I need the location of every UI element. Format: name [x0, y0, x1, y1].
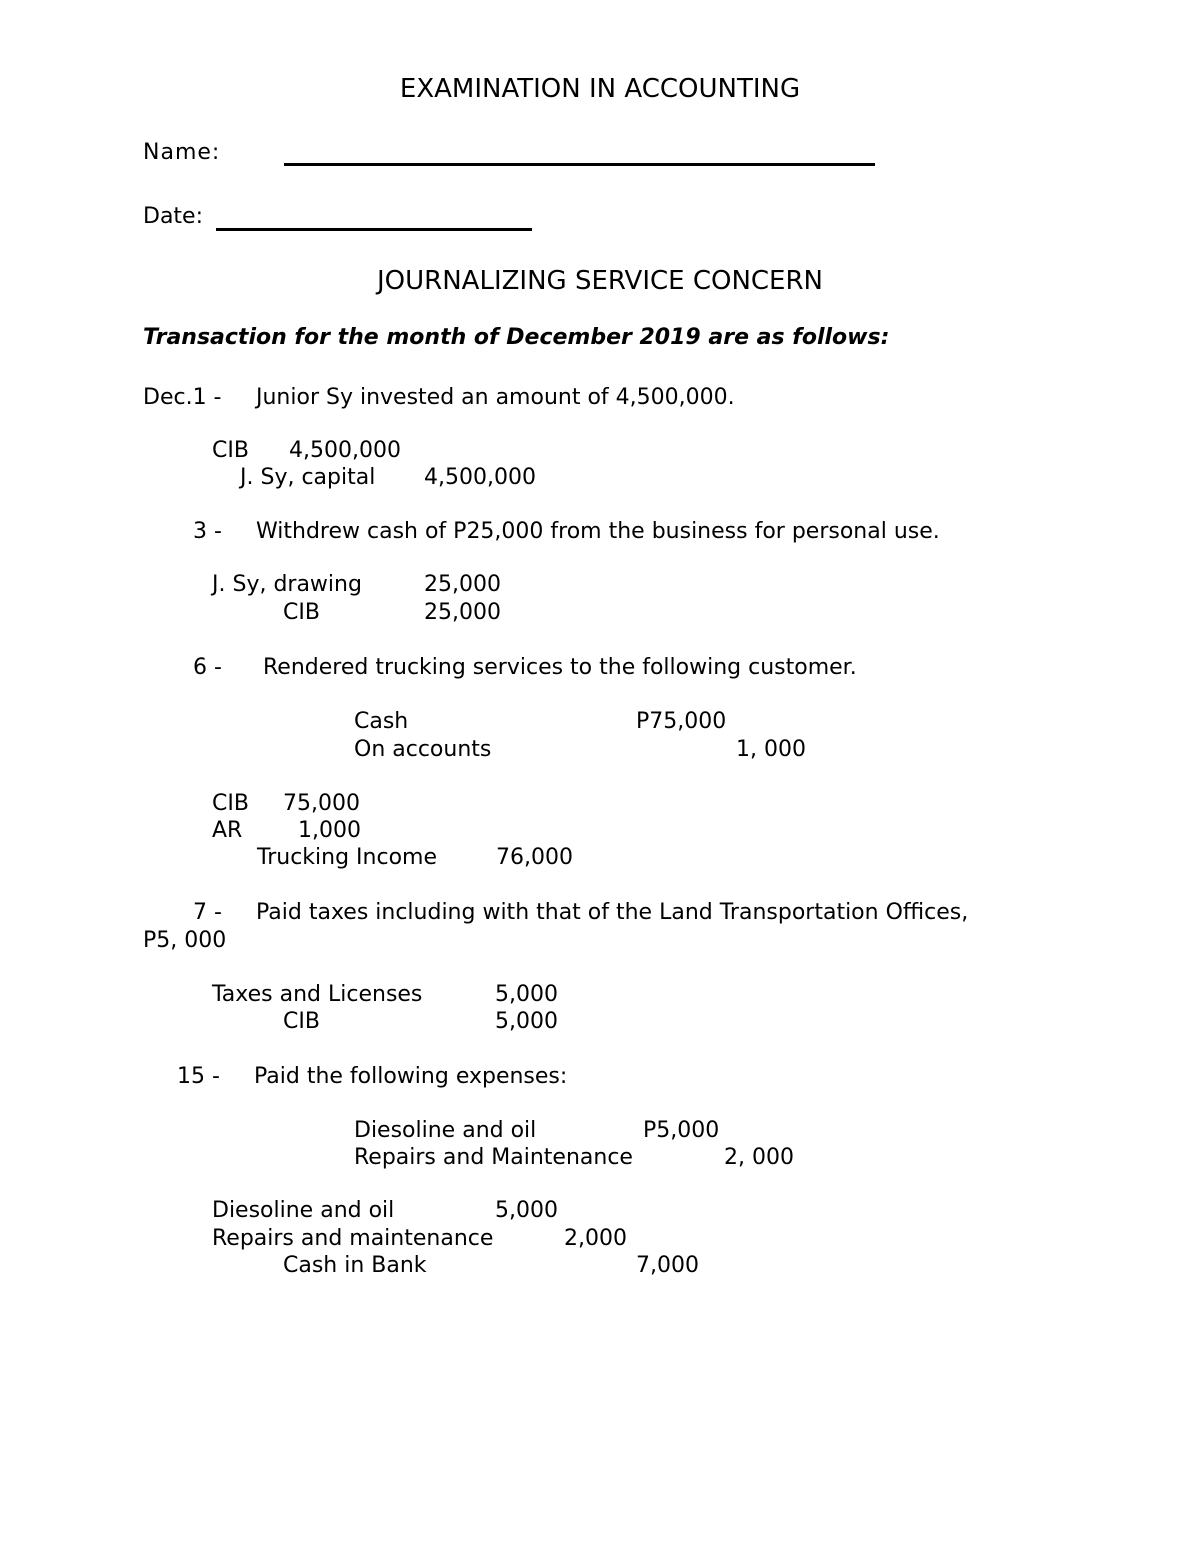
entry-account: CIB: [283, 1009, 320, 1034]
transaction-description: Paid the following expenses:: [254, 1064, 568, 1089]
entry-account: CIB: [283, 600, 320, 625]
detail-amount: P5,000: [643, 1118, 720, 1143]
name-field-line[interactable]: [284, 163, 875, 166]
entry-account: Repairs and maintenance: [212, 1226, 494, 1251]
entry-amount: 25,000: [424, 572, 501, 597]
entry-amount: 75,000: [283, 791, 360, 816]
entry-amount: 5,000: [495, 1198, 558, 1223]
detail-amount: P75,000: [636, 709, 727, 734]
entry-amount: 5,000: [495, 982, 558, 1007]
entry-amount: 4,500,000: [424, 465, 536, 490]
entry-account: AR: [212, 818, 243, 843]
entry-account: Trucking Income: [257, 845, 437, 870]
date-label: Date:: [143, 204, 203, 229]
detail-amount: 1, 000: [736, 737, 806, 762]
transaction-marker: 6 -: [193, 655, 222, 680]
entry-amount: 76,000: [496, 845, 573, 870]
detail-label: Cash: [354, 709, 409, 734]
entry-account: J. Sy, capital: [240, 465, 376, 490]
entry-amount: 25,000: [424, 600, 501, 625]
page-title: EXAMINATION IN ACCOUNTING: [399, 74, 801, 104]
intro-text: Transaction for the month of December 2019 are as follows:: [143, 325, 890, 350]
detail-label: Diesoline and oil: [354, 1118, 537, 1143]
transaction-marker: 3 -: [193, 519, 222, 544]
section-title: JOURNALIZING SERVICE CONCERN: [377, 266, 823, 296]
transaction-marker: Dec.1 -: [143, 385, 222, 410]
detail-amount: 2, 000: [724, 1145, 794, 1170]
entry-amount: 7,000: [636, 1253, 699, 1278]
entry-account: CIB: [212, 438, 249, 463]
transaction-description: Withdrew cash of P25,000 from the business for personal use.: [256, 519, 940, 544]
transaction-marker: 7 -: [193, 900, 222, 925]
transaction-description-cont: P5, 000: [143, 928, 227, 953]
detail-label: Repairs and Maintenance: [354, 1145, 633, 1170]
entry-account: CIB: [212, 791, 249, 816]
entry-amount: 1,000: [298, 818, 361, 843]
entry-account: Taxes and Licenses: [212, 982, 423, 1007]
entry-account: Diesoline and oil: [212, 1198, 395, 1223]
entry-amount: 2,000: [564, 1226, 627, 1251]
detail-label: On accounts: [354, 737, 492, 762]
name-label: Name:: [143, 140, 221, 165]
transaction-description: Rendered trucking services to the following customer.: [263, 655, 857, 680]
entry-amount: 5,000: [495, 1009, 558, 1034]
entry-amount: 4,500,000: [289, 438, 401, 463]
transaction-marker: 15 -: [177, 1064, 220, 1089]
entry-account: J. Sy, drawing: [212, 572, 362, 597]
date-field-line[interactable]: [216, 228, 532, 231]
transaction-description: Paid taxes including with that of the Land Transportation Offices,: [256, 900, 969, 925]
entry-account: Cash in Bank: [283, 1253, 427, 1278]
transaction-description: Junior Sy invested an amount of 4,500,000.: [256, 385, 735, 410]
